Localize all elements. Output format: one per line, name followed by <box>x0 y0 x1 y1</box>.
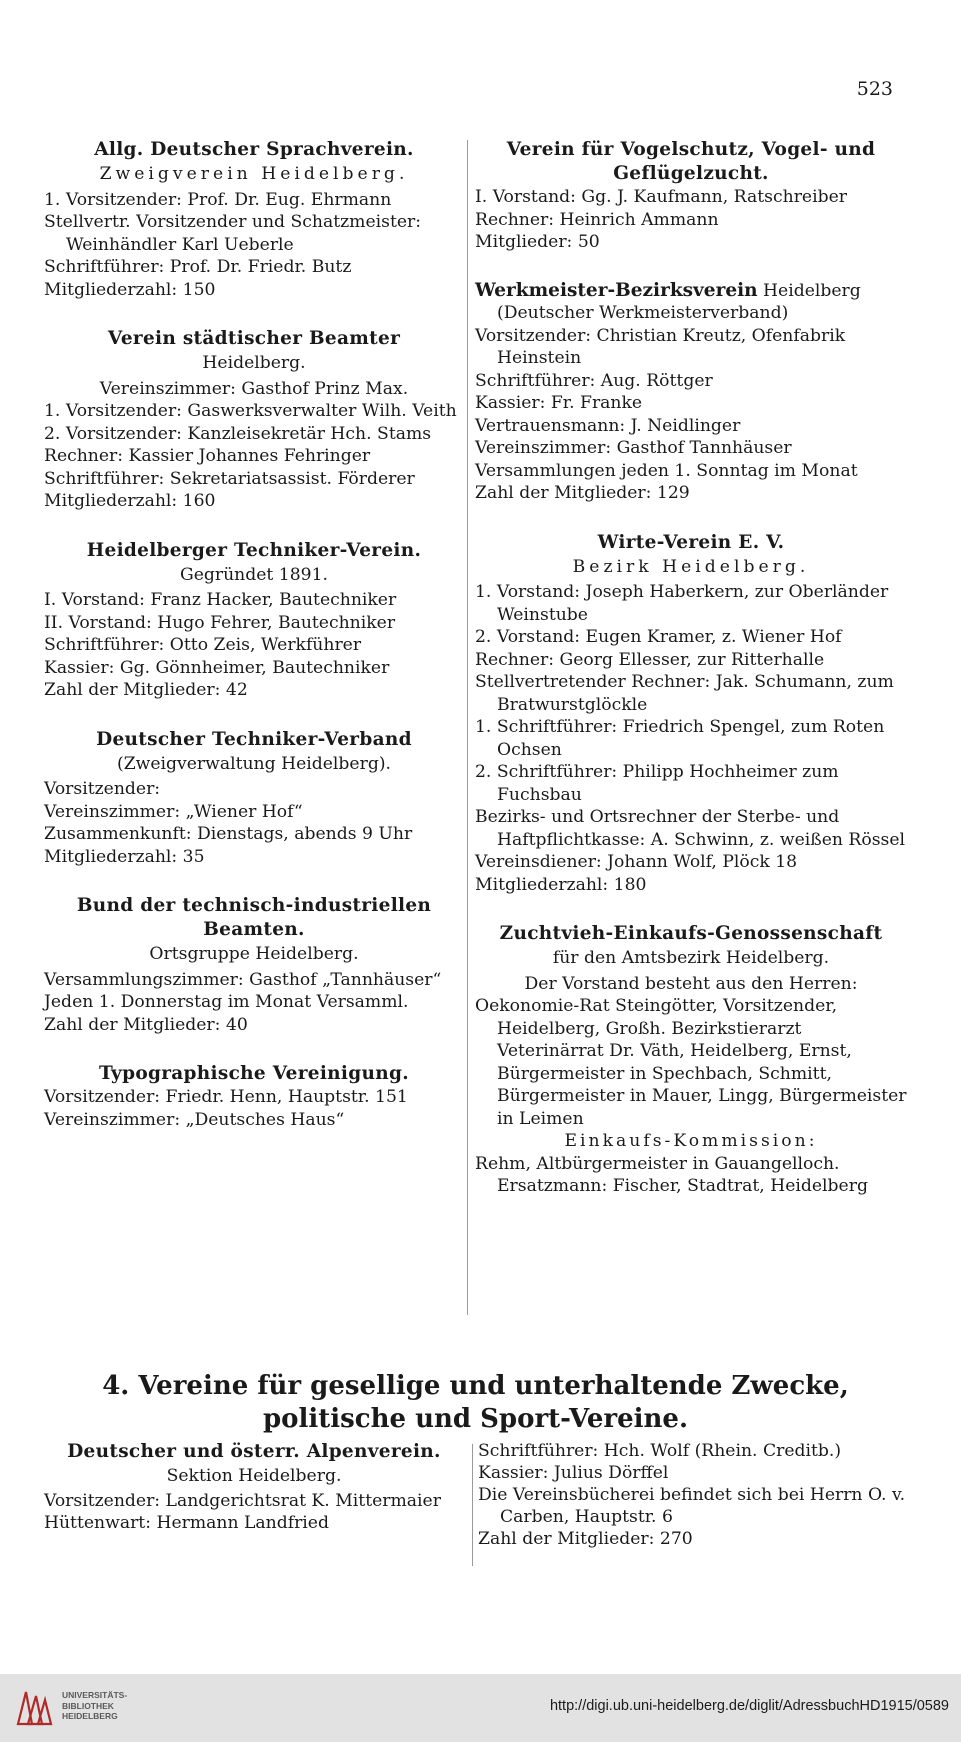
entry-line: Schriftführer: Hch. Wolf (Rhein. Creditb.) <box>478 1441 842 1461</box>
section-title: Verein städtischer Beamter <box>107 328 401 349</box>
section-title: Werkmeister-Bezirksverein <box>475 279 758 301</box>
entry-line: Zahl der Mitglieder: 129 <box>475 483 690 503</box>
entry-line: Schriftführer: Otto Zeis, Werkführer <box>44 635 362 655</box>
entry-line: Mitgliederzahl: 150 <box>44 279 216 300</box>
section-staedtische-beamte <box>44 327 464 513</box>
entry-line: Mitglieder: 50 <box>475 232 600 252</box>
entry-line: 1. Vorstand: Joseph Haberkern, zur Oberländer Weinstube <box>475 582 889 625</box>
entry-line: Vereinszimmer: „Wiener Hof“ <box>44 801 303 822</box>
section-subtitle: Gegründet 1891. <box>179 564 328 585</box>
entry-line: Stellvertretender Rechner: Jak. Schumann, zum Bratwurstglöckle <box>475 672 894 715</box>
section-title: Heidelberger Techniker-Verein. <box>86 539 422 561</box>
entry-line: Die Vereinsbücherei befindet sich bei Herrn O. v. Carben, Hauptstr. 6 <box>478 1485 906 1527</box>
chapter-heading: 4. Vereine für gesellige und unterhaltende Zwecke, politische und Sport-Vereine. <box>102 1371 849 1434</box>
entry-line: 1. Schriftführer: Friedrich Spengel, zum Roten Ochsen <box>475 717 885 760</box>
section-subtitle: (Zweigverwaltung Heidelberg). <box>117 753 391 774</box>
section-subtitle: Bezirk Heidelberg. <box>572 556 810 577</box>
entry-line: 1. Vorsitzender: Prof. Dr. Eug. Ehrmann <box>44 189 392 210</box>
entry-line: Rechner: Heinrich Ammann <box>475 209 719 230</box>
entry-line: Einkaufs-Kommission: <box>564 1131 818 1151</box>
section-title: Verein für Vogelschutz, Vogel- und Geflügelzucht. <box>506 139 876 184</box>
entry-line: Bezirks- und Ortsrechner der Sterbe- und Haftpflichtkasse: A. Schwinn, z. weißen Rössel <box>475 807 906 850</box>
section-subtitle: Sektion Heidelberg. <box>166 1466 342 1486</box>
bottom-right-column <box>478 1440 907 1550</box>
section-werkmeister-bezirksverein <box>475 280 907 505</box>
section-typographische-vereinigung <box>44 1062 464 1131</box>
entry-line: Versammlungszimmer: Gasthof „Tannhäuser“ <box>44 969 442 990</box>
library-name-line: BIBLIOTHEK <box>62 1700 114 1711</box>
section-bund-technisch-industrieller-beamten <box>44 894 464 1036</box>
column-divider <box>467 140 468 1315</box>
page-number: 523 <box>856 78 893 100</box>
entry-line: Vorsitzender: Friedr. Henn, Hauptstr. 151 <box>44 1087 408 1107</box>
entry-line: Hüttenwart: Hermann Landfried <box>44 1513 329 1533</box>
entry-line: II. Vorstand: Hugo Fehrer, Bautechniker <box>44 612 396 633</box>
entry-line: Vorsitzender: <box>44 779 161 799</box>
entry-line: Schriftführer: Sekretariatsassist. Förderer <box>44 468 415 489</box>
entry-line: 2. Vorsitzender: Kanzleisekretär Hch. Stams <box>44 423 432 444</box>
entry-line: Zahl der Mitglieder: 42 <box>44 680 248 700</box>
section-title: Bund der technisch-industriellen Beamten. <box>76 895 432 940</box>
entry-line: Oekonomie-Rat Steingötter, Vorsitzender, Heidelberg, Großh. Bezirkstierarzt Veterinärrat Dr. Väth, Heidelberg, Ernst, Bürgermeister in Spechbach, Schmitt, Bürgermeister in Mauer, Lingg, Bürgermeister in Leimen <box>475 996 907 1129</box>
section-title: Deutscher und österr. Alpenverein. <box>67 1441 441 1462</box>
section-heading-line <box>475 280 907 325</box>
entry-line: Kassier: Julius Dörffel <box>478 1463 669 1483</box>
bottom-left-column <box>44 1440 464 1534</box>
entry-line: Vereinszimmer: Gasthof Prinz Max. <box>99 378 409 399</box>
library-logo-icon <box>12 1686 56 1730</box>
section-techniker-verband <box>44 728 464 869</box>
source-url-link[interactable]: http://digi.ub.uni-heidelberg.de/diglit/AdressbuchHD1915/0589 <box>549 1698 949 1714</box>
entry-line: Vereinszimmer: Gasthof Tannhäuser <box>475 438 792 458</box>
entry-line: Zahl der Mitglieder: 40 <box>44 1014 248 1035</box>
library-name-line: HEIDELBERG <box>62 1711 118 1721</box>
section-techniker-verein <box>44 539 464 702</box>
entry-line: Schriftführer: Aug. Röttger <box>475 370 713 391</box>
entry-line: Stellvertr. Vorsitzender und Schatzmeister: Weinhändler Karl Ueberle <box>44 212 422 255</box>
section-subtitle: Heidelberg. <box>202 353 306 373</box>
entry-line: Vorsitzender: Landgerichtsrat K. Mittermaier <box>44 1491 441 1511</box>
entry-line: I. Vorstand: Franz Hacker, Bautechniker <box>44 590 397 610</box>
entry-line: Vereinsdiener: Johann Wolf, Plöck 18 <box>475 852 798 872</box>
entry-line: I. Vorstand: Gg. J. Kaufmann, Ratschreiber <box>475 187 847 207</box>
section-vogelschutz <box>475 138 907 254</box>
entry-line: Vertrauensmann: J. Neidlinger <box>475 415 741 436</box>
section-heading-rest: Heidelberg (Deutscher Werkmeisterverband) <box>497 280 861 323</box>
section-zuchtvieh-genossenschaft <box>475 922 907 1198</box>
bottom-column-divider <box>472 1444 473 1566</box>
entry-line: Vereinszimmer: „Deutsches Haus“ <box>44 1109 345 1130</box>
footer-bar <box>0 1674 961 1742</box>
section-wirte-verein <box>475 531 907 897</box>
section-subtitle: für den Amtsbezirk Heidelberg. <box>552 948 830 968</box>
entry-line: Jeden 1. Donnerstag im Monat Versamml. <box>44 992 409 1012</box>
section-title: Typographische Vereinigung. <box>99 1063 409 1084</box>
entry-line: Mitgliederzahl: 160 <box>44 491 216 511</box>
entry-line: Rechner: Kassier Johannes Fehringer <box>44 446 371 466</box>
entry-line: Kassier: Gg. Gönnheimer, Bautechniker <box>44 657 390 678</box>
entry-line: Rechner: Georg Ellesser, zur Ritterhalle <box>475 649 825 670</box>
library-name-line: UNIVERSITÄTS- <box>62 1690 128 1700</box>
entry-line: Schriftführer: Prof. Dr. Friedr. Butz <box>44 257 352 277</box>
entry-line: 1. Vorsitzender: Gaswerksverwalter Wilh. Veith <box>44 401 457 421</box>
section-title: Allg. Deutscher Sprachverein. <box>94 139 414 160</box>
entry-line: Versammlungen jeden 1. Sonntag im Monat <box>475 460 858 481</box>
section-subtitle: Zweigverein Heidelberg. <box>99 164 409 184</box>
entry-line: Mitgliederzahl: 180 <box>475 874 647 895</box>
entry-line: Der Vorstand besteht aus den Herren: <box>524 973 858 994</box>
left-column <box>44 138 464 1157</box>
entry-line: Zahl der Mitglieder: 270 <box>478 1529 693 1549</box>
entry-line: Vorsitzender: Christian Kreutz, Ofenfabrik Heinstein <box>475 325 846 368</box>
section-title: Wirte-Verein E. V. <box>597 531 785 553</box>
entry-line: Zusammenkunft: Dienstags, abends 9 Uhr <box>44 824 413 844</box>
section-sprachverein <box>44 138 464 301</box>
entry-line: Mitgliederzahl: 35 <box>44 846 205 867</box>
library-name <box>62 1690 127 1722</box>
section-title: Zuchtvieh-Einkaufs-Genossenschaft <box>499 923 883 944</box>
entry-line: Rehm, Altbürgermeister in Gauangelloch. Ersatzmann: Fischer, Stadtrat, Heidelberg <box>475 1153 868 1196</box>
section-subtitle: Ortsgruppe Heidelberg. <box>149 944 359 964</box>
entry-line: 2. Schriftführer: Philipp Hochheimer zum Fuchsbau <box>475 762 839 805</box>
right-column <box>475 138 907 1224</box>
section-title: Deutscher Techniker-Verband <box>96 728 412 750</box>
entry-line: 2. Vorstand: Eugen Kramer, z. Wiener Hof <box>475 627 842 647</box>
entry-line: Kassier: Fr. Franke <box>475 393 643 413</box>
